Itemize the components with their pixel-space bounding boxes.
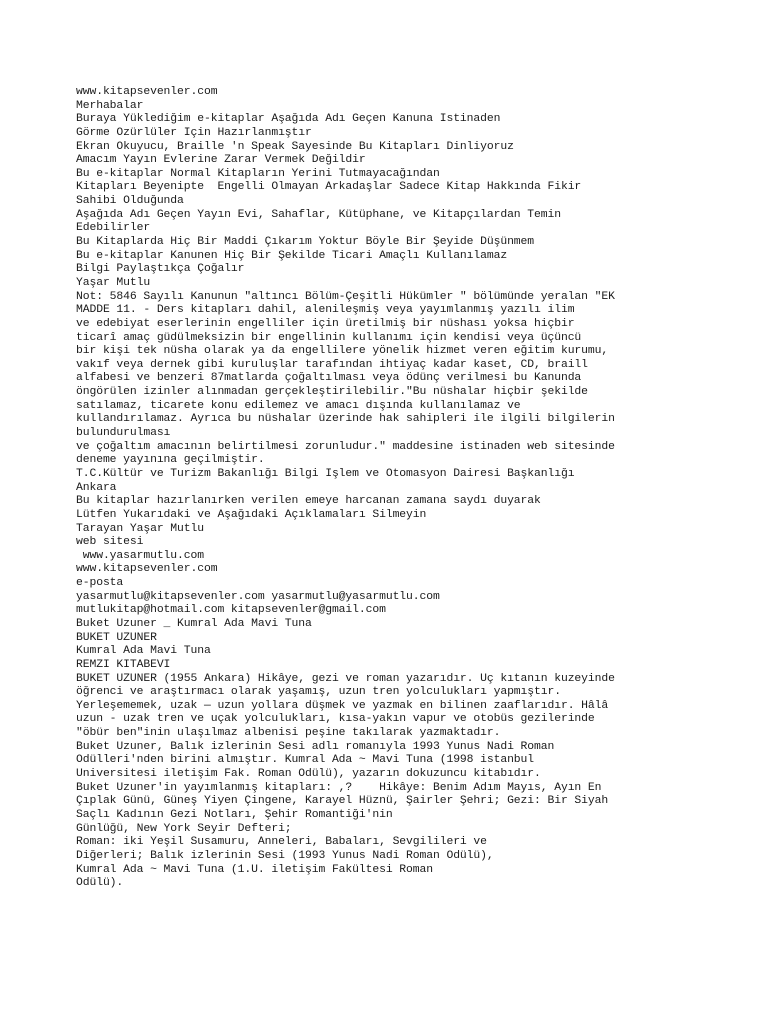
text-line: Bu kitaplar hazırlanırken verilen emeye harcanan zamana saydı duyarak [76, 495, 541, 508]
text-line: Aşağıda Adı Geçen Yayın Evi, Sahaflar, Kütüphane, ve Kitapçılardan Temin [76, 208, 561, 221]
text-line: Saçlı Kadının Gezi Notları, Şehir Romantiği'nin [76, 808, 393, 821]
text-line: Yerleşememek, uzak — uzun yollara düşmek ve yazmak en bilinen zaaflarıdır. Hâlâ [76, 699, 609, 712]
text-line: Edebilirler [76, 222, 151, 235]
text-line: Sahibi Olduğunda [76, 195, 184, 208]
text-line: bir kişi tek nüsha olarak ya da engellilere yönelik hizmet veren eğitim kurumu, [76, 345, 609, 358]
text-line: ticarî amaç güdülmeksizin bir engellinin kullanımı için kendisi veya üçüncü [76, 331, 582, 344]
text-line: Ekran Okuyucu, Braille 'n Speak Sayesinde Bu Kitapları Dinliyoruz [76, 140, 514, 153]
text-line: Buraya Yüklediğim e-kitaplar Aşağıda Adı Geçen Kanuna İstinaden [76, 113, 501, 126]
text-line: Kumral Ada Mavi Tuna [76, 645, 211, 658]
text-line: Bu Kitaplarda Hiç Bir Maddi Çıkarım Yoktur Böyle Bir Şeyide Düşünmem [76, 236, 535, 249]
text-line: Diğerleri; Balık izlerinin Sesi (1993 Yunus Nadi Roman Ödülü), [76, 849, 494, 862]
text-line: Bilgi Paylaştıkça Çoğalır [76, 263, 245, 276]
text-line: uzun - uzak tren ve uçak yolculukları, kısa-yakın vapur ve otobüs gezilerinde [76, 713, 595, 726]
text-line: öğrenci ve araştırmacı olarak yaşamış, uzun tren yolculukları yapmıştır. [76, 686, 561, 699]
text-line: Ödülü). [76, 877, 124, 890]
text-line: mutlukitap@hotmail.com kitapsevenler@gmail.com [76, 604, 386, 617]
text-line: Buket Uzuner'in yayımlanmış kitapları: ,? Hikâye: Benim Adım Mayıs, Ayın En [76, 781, 602, 794]
text-line: Buket Uzuner, Balık izlerinin Sesi adlı romanıyla 1993 Yunus Nadi Roman [76, 740, 555, 753]
text-line: kullandırılamaz. Ayrıca bu nüshalar üzerinde hak sahipleri ile ilgili bilgilerin [76, 413, 615, 426]
document-page [76, 86, 698, 891]
text-line: Çıplak Günü, Güneş Yiyen Çingene, Karayel Hüznü, Şairler Şehri; Gezi: Bir Siyah [76, 795, 609, 808]
text-line: www.kitapsevenler.com [76, 563, 218, 576]
text-line: REMZİ KİTABEVİ [76, 658, 171, 671]
text-line: ve edebiyat eserlerinin engelliler için üretilmiş bir nüshası yoksa hiçbir [76, 317, 575, 330]
text-line: deneme yayınına geçilmiştir. [76, 454, 265, 467]
text-line: bulundurulması [76, 427, 171, 440]
text-line: vakıf veya dernek gibi kuruluşlar tarafından ihtiyaç kadar kaset, CD, braill [76, 358, 588, 371]
text-line: öngörülen izinler alınmadan gerçekleştirilebilir."Bu nüshalar hiçbir şekilde [76, 386, 588, 399]
text-line: satılamaz, ticarete konu edilemez ve amacı dışında kullanılamaz ve [76, 399, 521, 412]
text-line: Bu e-kitaplar Kanunen Hiç Bir Şekilde Ticari Amaçlı Kullanılamaz [76, 249, 508, 262]
text-line: web sitesi [76, 536, 144, 549]
text-line: MADDE 11. - Ders kitapları dahil, alenileşmiş veya yayımlanmış yazılı ilim [76, 304, 575, 317]
text-line: T.C.Kültür ve Turizm Bakanlığı Bilgi İşlem ve Otomasyon Dairesi Başkanlığı [76, 467, 575, 480]
text-line: www.kitapsevenler.com [76, 86, 218, 98]
text-line: Görme Özürlüler İçin Hazırlanmıştır [76, 126, 312, 139]
text-line: Yaşar Mutlu [76, 276, 151, 289]
text-line: yasarmutlu@kitapsevenler.com yasarmutlu@yasarmutlu.com [76, 590, 440, 603]
text-line: Bu e-kitaplar Normal Kitapların Yerini Tutmayacağından [76, 167, 440, 180]
text-line: alfabesi ve benzeri 87matlarda çoğaltılması veya ödünç verilmesi bu Kanunda [76, 372, 582, 385]
text-line: Kumral Ada ~ Mavi Tuna (1.Ü. iletişim Fakültesi Roman [76, 863, 433, 876]
text-line: Roman: iki Yeşil Susamuru, Anneleri, Babaları, Sevgilileri ve [76, 836, 487, 849]
text-line: ve çoğaltım amacının belirtilmesi zorunludur." maddesine istinaden web sitesinde [76, 440, 615, 453]
text-line: Tarayan Yaşar Mutlu [76, 522, 204, 535]
text-line: Merhabalar [76, 99, 144, 112]
text-line: Günlüğü, New York Seyir Defteri; [76, 822, 292, 835]
text-line: Kitapları Beyenipte Engelli Olmayan Arkadaşlar Sadece Kitap Hakkında Fikir [76, 181, 582, 194]
text-line: "öbür ben"inin ulaşılmaz albenisi peşine takılarak yazmaktadır. [76, 727, 501, 740]
text-line: Lütfen Yukarıdaki ve Aşağıdaki Açıklamaları Silmeyin [76, 508, 427, 521]
text-line: BUKET UZUNER (1955 Ankara) Hikâye, gezi ve roman yazarıdır. Üç kıtanın kuzeyinde [76, 672, 615, 685]
text-line: Ankara [76, 481, 117, 494]
text-line: www.yasarmutlu.com [76, 549, 204, 562]
text-line: Üniversitesi iletişim Fak. Roman Ödülü), yazarın dokuzuncu kitabıdır. [76, 768, 541, 781]
text-line: BUKET UZUNER [76, 631, 157, 644]
text-line: Ödülleri'nden birini almıştır. Kumral Ada ~ Mavi Tuna (1998 istanbul [76, 754, 535, 767]
text-line: Buket Uzuner _ Kumral Ada Mavi Tuna [76, 617, 312, 630]
text-line: Not: 5846 Sayılı Kanunun "altıncı Bölüm-Çeşitli Hükümler " bölümünde yeralan "EK [76, 290, 615, 303]
text-line: e-posta [76, 577, 124, 590]
text-line: Amacım Yayın Evlerine Zarar Vermek Değildir [76, 154, 366, 167]
